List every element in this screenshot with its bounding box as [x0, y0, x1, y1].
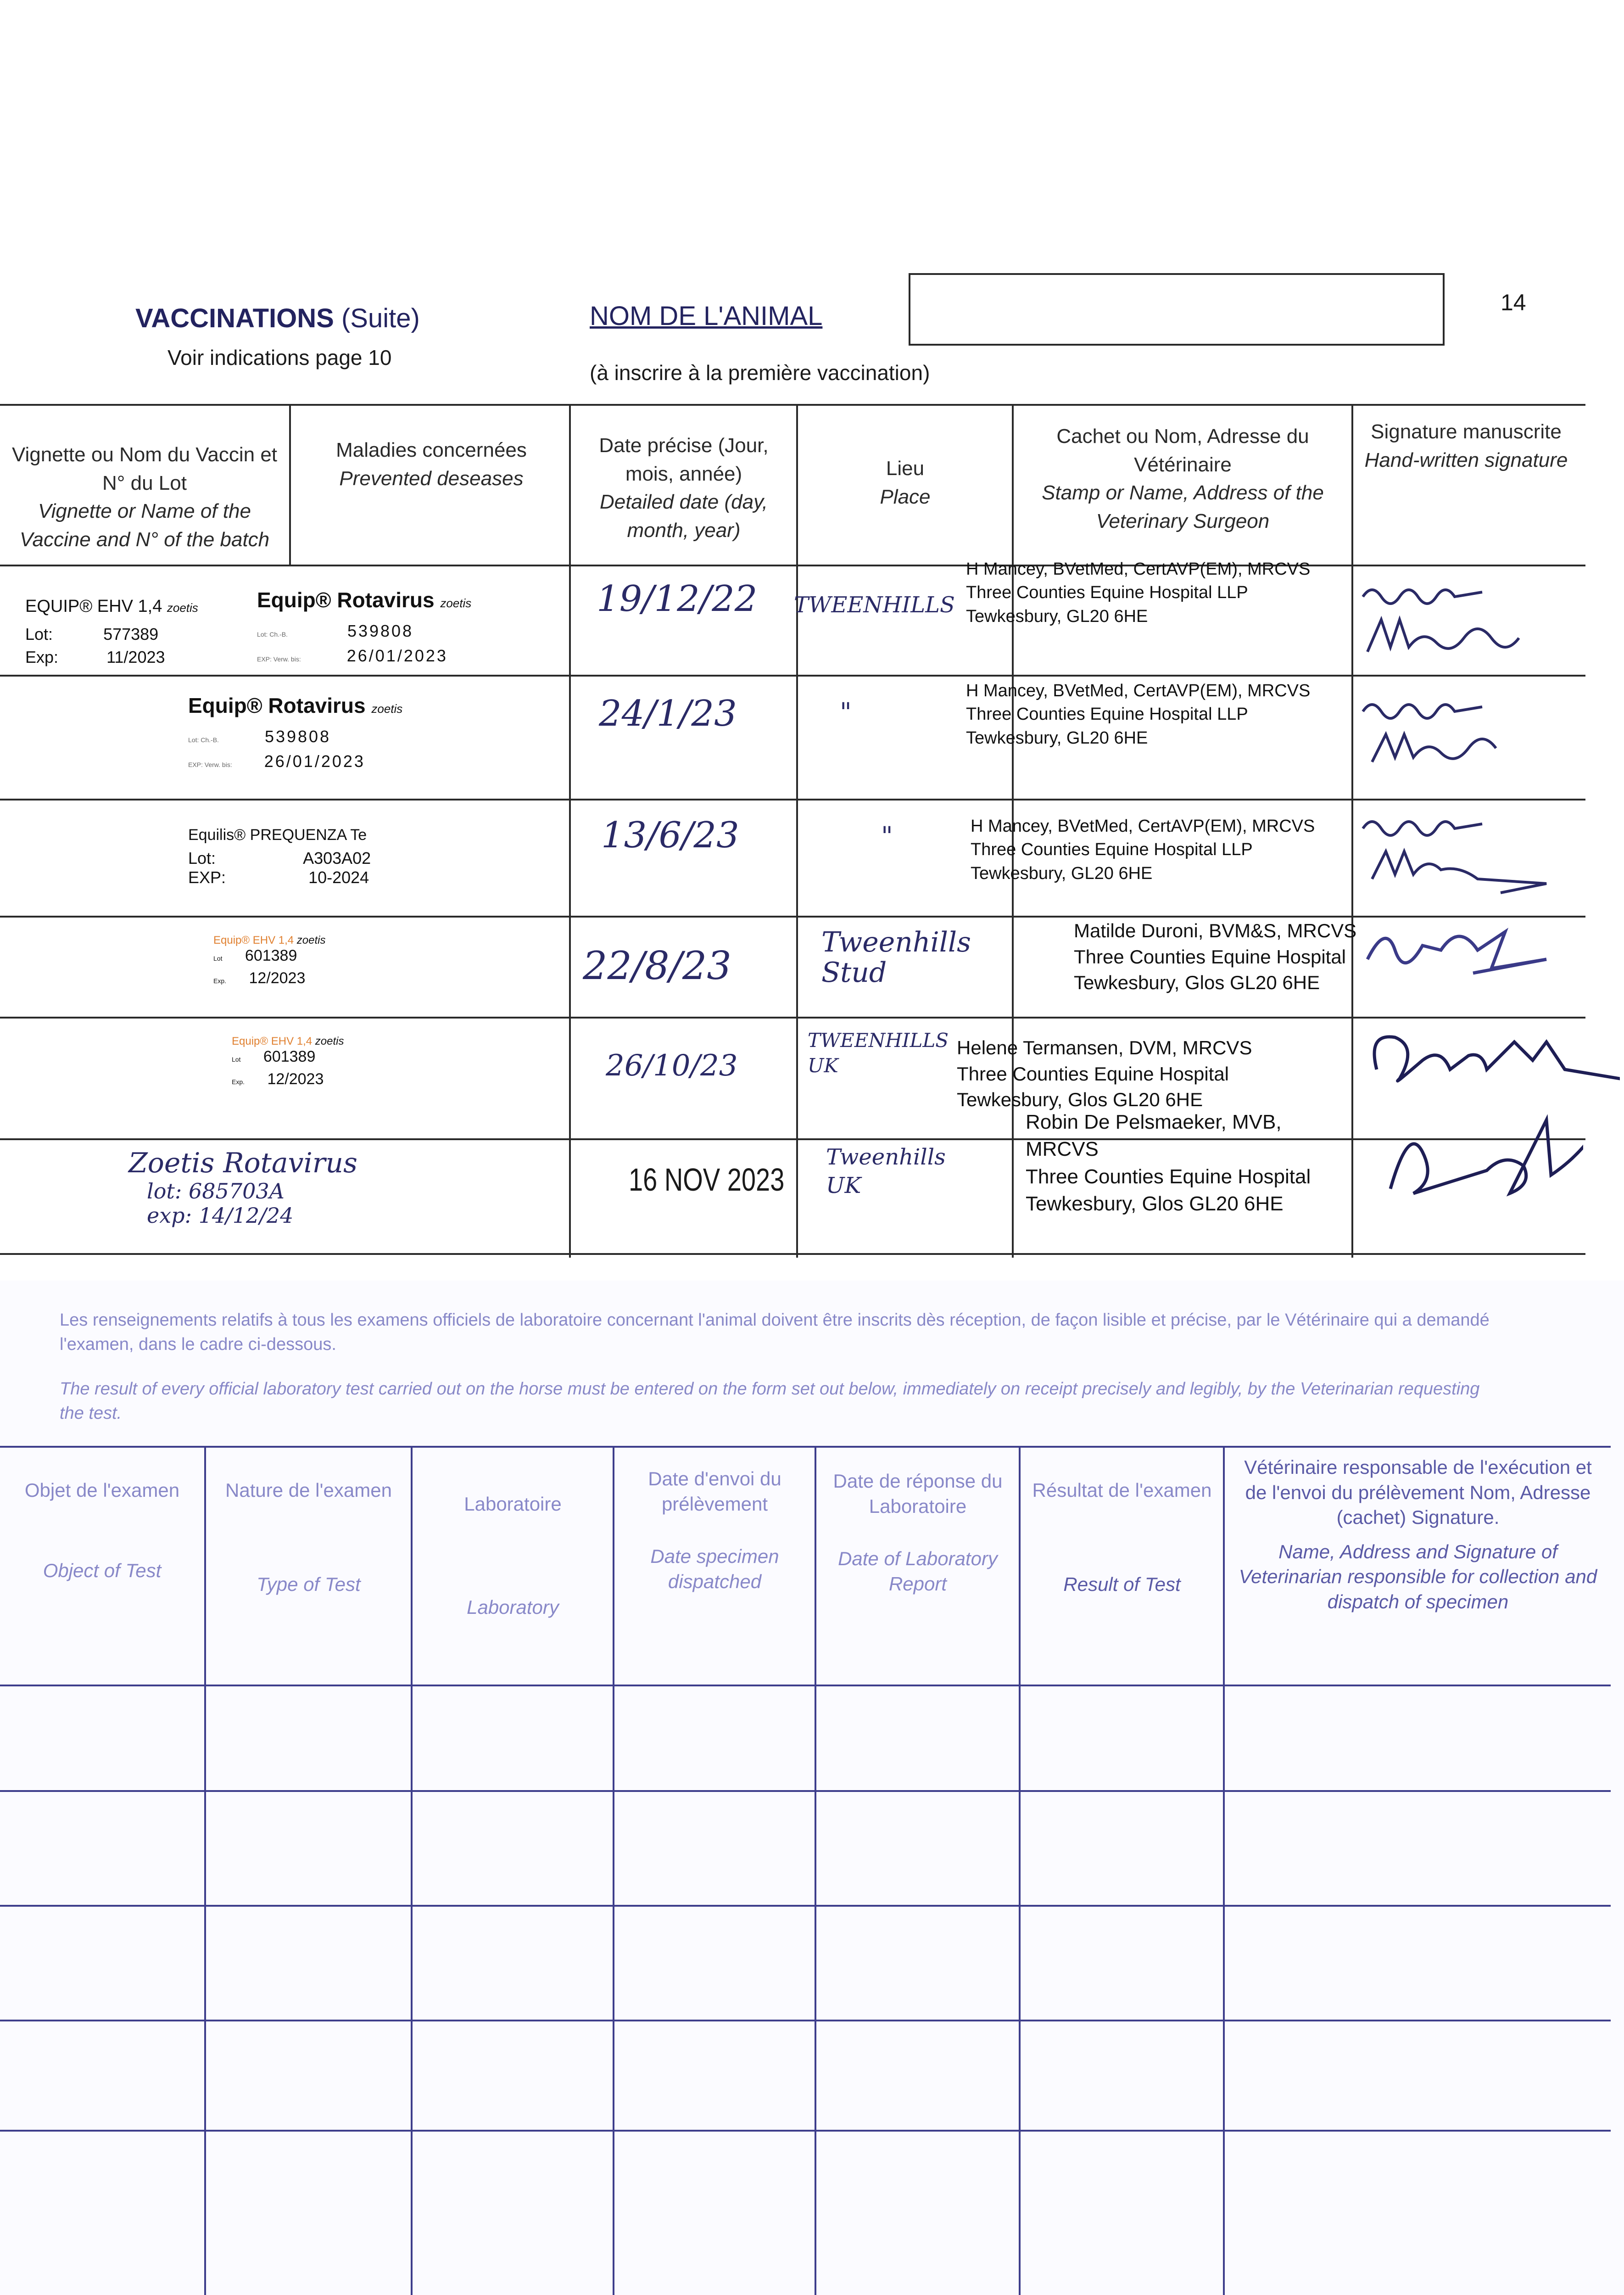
vet-address: Tewkesbury, Glos GL20 6HE — [1074, 972, 1320, 994]
lab-col-header-result — [1021, 1478, 1223, 1597]
exp-label: Exp. — [232, 1078, 245, 1086]
lot-label: Lot — [213, 955, 223, 962]
vet-practice: Three Counties Equine Hospital LLP — [966, 583, 1248, 603]
col-header-en: Stamp or Name, Address of the Veterinary Surgeon — [1042, 481, 1324, 532]
signature-image — [1358, 1019, 1620, 1102]
lab-col-header-en: Date of Laboratory Report — [838, 1548, 998, 1595]
exp-label: EXP: Verw. bis: — [188, 761, 232, 768]
lab-col-divider — [411, 1446, 413, 2295]
animal-name-field[interactable] — [909, 273, 1445, 346]
signature-image — [1358, 569, 1551, 670]
vaccine-name: Equip® EHV 1,4 — [213, 934, 294, 946]
lot-label: Lot: — [25, 625, 53, 644]
row-divider — [0, 799, 1585, 800]
lot-label: Lot: — [188, 849, 216, 868]
col-header-fr: Date précise (Jour, mois, année) — [599, 434, 769, 485]
vaccination-place: Tweenhills Stud — [821, 926, 971, 989]
row-divider — [0, 916, 1585, 918]
lot-number: 577389 — [103, 625, 159, 644]
exp-label: Exp. — [213, 977, 227, 985]
exp-date: 14/12/24 — [198, 1203, 294, 1228]
lab-col-header-laboratory — [413, 1492, 613, 1620]
lab-col-header-fr: Date d'envoi du prélèvement — [648, 1468, 781, 1515]
exp-label: Exp: — [25, 648, 59, 666]
exp-label: EXP: Verw. bis: — [257, 655, 301, 663]
lab-row-divider — [0, 2130, 1611, 2132]
lab-col-divider — [613, 1446, 614, 2295]
vet-practice: Three Counties Equine Hospital LLP — [966, 705, 1248, 724]
vaccination-date: 26/10/23 — [606, 1049, 738, 1083]
col-header-fr: Vignette ou Nom du Vaccin et N° du Lot — [11, 443, 278, 494]
vaccination-place: " — [840, 698, 852, 728]
lab-row-divider — [0, 1905, 1611, 1907]
signature-image — [1358, 684, 1551, 785]
lab-table-top — [0, 1446, 1611, 1448]
col-header-en: Vignette or Name of the Vaccine and N° of the batch — [19, 500, 270, 551]
col-header-fr: Maladies concernées — [336, 439, 527, 461]
column-divider — [569, 404, 571, 1258]
lab-col-header-fr: Nature de l'examen — [225, 1479, 392, 1501]
vet-stamp — [966, 558, 1351, 628]
vaccine-sticker — [128, 1148, 404, 1228]
lot-label: Lot: Ch.-B. — [257, 631, 288, 638]
exp-date: 12/2023 — [249, 969, 306, 987]
vet-name: H Mancey, BVetMed, CertAVP(EM), MRCVS — [966, 681, 1311, 700]
lot-label: lot: — [147, 1179, 182, 1203]
exp-label: EXP: — [188, 868, 226, 887]
signature-image — [1358, 918, 1588, 982]
vet-name: Matilde Duroni, BVM&S, MRCVS — [1074, 920, 1357, 941]
lab-col-divider — [815, 1446, 816, 2295]
vet-address: Tewkesbury, GL20 6HE — [971, 863, 1153, 883]
lab-col-header-type — [206, 1478, 411, 1597]
exp-label: exp: — [147, 1203, 192, 1228]
vaccine-name: Equilis® PREQUENZA Te — [188, 826, 367, 844]
lab-col-header-object — [0, 1478, 204, 1583]
vaccination-date: 22/8/23 — [583, 943, 731, 988]
col-header-en: Prevented deseases — [339, 467, 524, 490]
row-divider — [0, 1017, 1585, 1019]
lab-col-header-en: Type of Test — [257, 1573, 361, 1595]
lab-tests-page — [0, 1281, 1624, 2295]
column-divider-header — [289, 404, 291, 565]
vaccine-name: Equip® EHV 1,4 — [232, 1035, 313, 1047]
lab-col-header-fr: Résultat de l'examen — [1032, 1479, 1212, 1501]
exp-date: 26/01/2023 — [346, 646, 448, 665]
column-divider — [796, 404, 798, 1258]
col-header-en: Hand-written signature — [1364, 448, 1568, 471]
vaccination-date: 24/1/23 — [599, 693, 737, 734]
vaccine-sticker — [213, 934, 365, 1008]
col-header-vet — [1016, 422, 1349, 535]
vaccination-place: TWEENHILLS — [794, 592, 955, 618]
lot-number: A303A02 — [303, 849, 371, 868]
lab-col-header-en: Name, Address and Signature of Veterinarian responsible for collection and dispatch of specimen — [1239, 1540, 1597, 1612]
lot-number: 685703A — [189, 1179, 285, 1203]
lab-col-divider — [1019, 1446, 1021, 2295]
vaccine-sticker — [188, 693, 418, 794]
page-number: 14 — [1501, 290, 1526, 315]
brand-name: zoetis — [296, 934, 326, 946]
vaccine-name: Zoetis Rotavirus — [128, 1147, 357, 1179]
vaccine-name: Equip® Rotavirus — [188, 694, 366, 717]
lab-row-divider — [0, 1790, 1611, 1792]
brand-name: zoetis — [371, 702, 403, 716]
vet-address: Tewkesbury, GL20 6HE — [966, 606, 1148, 626]
vaccine-sticker — [25, 597, 209, 679]
lab-col-divider — [204, 1446, 206, 2295]
vet-name: Robin De Pelsmaeker, MVB, MRCVS — [1026, 1111, 1282, 1161]
brand-name: zoetis — [167, 601, 198, 615]
lab-col-header-dispatch — [615, 1467, 815, 1594]
vet-practice: Three Counties Equine Hospital — [1074, 946, 1346, 968]
vet-practice: Three Counties Equine Hospital — [1026, 1165, 1311, 1188]
col-header-en: Place — [880, 485, 931, 508]
vet-practice: Three Counties Equine Hospital LLP — [971, 840, 1253, 860]
lab-row-divider — [0, 1685, 1611, 1686]
brand-name: zoetis — [440, 596, 472, 610]
lab-col-header-fr: Date de réponse du Laboratoire — [833, 1470, 1003, 1517]
col-header-date — [574, 431, 794, 544]
lot-number: 601389 — [245, 947, 297, 964]
table-bottom-border — [0, 1253, 1585, 1255]
animal-name-label: NOM DE L'ANIMAL — [590, 301, 823, 331]
lab-intro-en: The result of every official laboratory test carried out on the horse must be entered on the form set out below, immediately on receipt precisely and legibly, by the Veterinarian requesting the test. — [60, 1379, 1480, 1423]
vaccination-date-stamp: 16 NOV 2023 — [629, 1162, 785, 1198]
vaccine-name: Equip® Rotavirus — [257, 588, 435, 612]
vaccine-sticker — [257, 588, 486, 679]
lab-col-header-fr: Laboratoire — [464, 1493, 562, 1515]
vaccine-sticker — [232, 1035, 383, 1108]
vaccination-place: " — [881, 822, 893, 851]
lab-col-header-en: Object of Test — [43, 1559, 162, 1581]
col-header-fr: Lieu — [886, 457, 925, 480]
lab-col-header-en: Result of Test — [1063, 1573, 1181, 1595]
col-header-place — [801, 454, 1010, 511]
col-header-diseases — [294, 436, 569, 493]
row-divider — [0, 675, 1585, 677]
lot-number: 539808 — [347, 621, 414, 640]
lot-number: 601389 — [263, 1048, 316, 1065]
vet-stamp — [957, 1035, 1351, 1113]
title-suffix: (Suite) — [341, 303, 420, 333]
vaccine-name: EQUIP® EHV 1,4 — [25, 597, 162, 616]
lab-col-header-fr: Vétérinaire responsable de l'exécution et de l'envoi du prélèvement Nom, Adresse (cachet) Signature. — [1244, 1456, 1592, 1528]
page-subtitle: Voir indications page 10 — [167, 346, 392, 369]
vet-practice: Three Counties Equine Hospital — [957, 1063, 1229, 1085]
exp-date: 10-2024 — [308, 868, 369, 887]
col-header-en: Detailed date (day, month, year) — [599, 491, 768, 542]
signature-image — [1358, 801, 1579, 907]
vet-name: H Mancey, BVetMed, CertAVP(EM), MRCVS — [966, 560, 1311, 579]
vaccination-date: 13/6/23 — [601, 815, 739, 856]
vet-address: Tewkesbury, Glos GL20 6HE — [957, 1089, 1203, 1111]
title-main: VACCINATIONS — [135, 303, 334, 333]
exp-date: 26/01/2023 — [264, 752, 365, 771]
vaccination-place: TWEENHILLS UK — [808, 1029, 949, 1077]
vaccination-date: 19/12/22 — [597, 578, 758, 620]
signature-image — [1372, 1111, 1583, 1216]
exp-date: 12/2023 — [267, 1070, 324, 1088]
table-top-border — [0, 404, 1585, 406]
col-header-fr: Cachet ou Nom, Adresse du Vétérinaire — [1056, 425, 1309, 476]
brand-name: zoetis — [315, 1035, 344, 1047]
vet-stamp — [966, 679, 1351, 750]
col-header-vaccine — [0, 441, 289, 554]
lot-label: Lot — [232, 1056, 241, 1063]
vet-name: Helene Termansen, DVM, MRCVS — [957, 1037, 1252, 1058]
page-title — [135, 303, 420, 334]
lab-col-header-fr: Objet de l'examen — [24, 1479, 180, 1501]
vet-stamp — [1026, 1108, 1356, 1218]
vet-stamp — [971, 815, 1351, 885]
animal-name-note: (à inscrire à la première vaccination) — [590, 361, 930, 385]
vet-name: H Mancey, BVetMed, CertAVP(EM), MRCVS — [971, 817, 1315, 836]
vaccination-place: Tweenhills UK — [826, 1144, 946, 1199]
vet-address: Tewkesbury, GL20 6HE — [966, 728, 1148, 748]
col-header-fr: Signature manuscrite — [1371, 420, 1562, 443]
lab-col-divider — [1223, 1446, 1225, 2295]
lab-col-header-en: Date specimen dispatched — [650, 1545, 779, 1592]
lab-col-header-veterinarian — [1234, 1455, 1602, 1615]
lot-number: 539808 — [264, 727, 331, 746]
col-header-signature — [1356, 418, 1576, 474]
vet-address: Tewkesbury, Glos GL20 6HE — [1026, 1192, 1284, 1215]
vet-stamp — [1074, 918, 1367, 996]
lab-col-header-en: Laboratory — [467, 1596, 559, 1618]
lab-intro-fr: Les renseignements relatifs à tous les examens officiels de laboratoire concernant l'animal doivent être inscrits dès réception, de façon lisible et précise, par le Vétérinaire qui a demandé l'examen, dans le cadre ci-dessous. — [60, 1310, 1490, 1355]
lab-row-divider — [0, 2020, 1611, 2021]
vaccine-sticker — [188, 826, 395, 909]
lot-label: Lot: Ch.-B. — [188, 736, 219, 744]
exp-date: 11/2023 — [106, 648, 165, 666]
lab-col-header-report-date — [817, 1469, 1019, 1596]
